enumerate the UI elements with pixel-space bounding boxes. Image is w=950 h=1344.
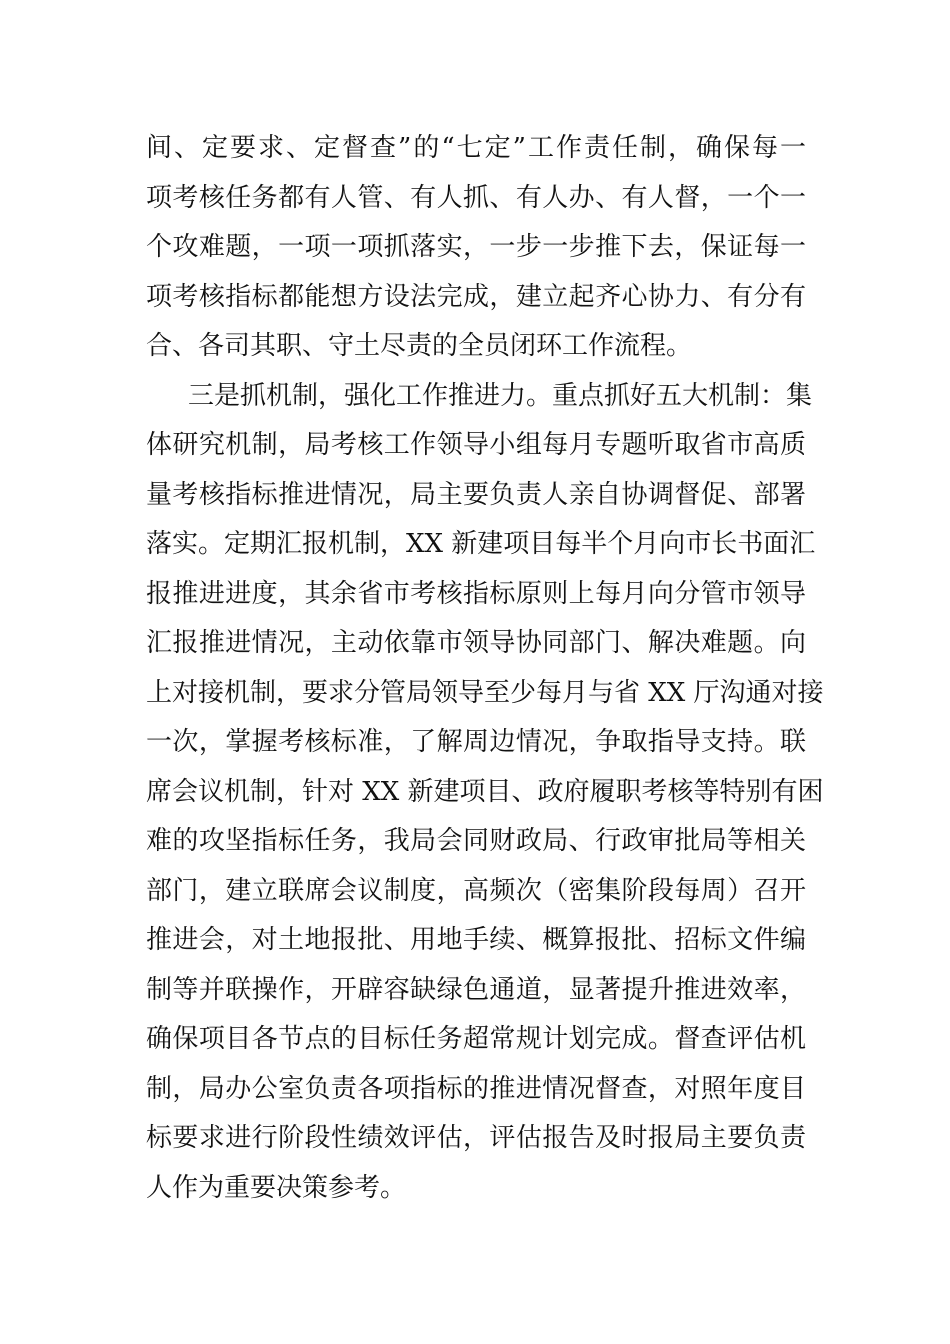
text-line: 汇报推进情况，主动依靠市领导协同部门、解决难题。向 xyxy=(146,628,806,658)
text-line: 一次，掌握考核标准，了解周边情况，争取指导支持。联 xyxy=(146,727,806,757)
text-line: 报推进进度，其余省市考核指标原则上每月向分管市领导 xyxy=(146,578,806,609)
text-line: 推进会，对土地报批、用地手续、概算报批、招标文件编 xyxy=(146,925,806,955)
text-line: 制等并联操作，开辟容缺绿色通道，显著提升推进效率， xyxy=(146,974,806,1005)
text-line: 个攻难题，一项一项抓落实，一步一步推下去，保证每一 xyxy=(146,232,806,262)
text-line: 难的攻坚指标任务，我局会同财政局、行政审批局等相关 xyxy=(146,826,806,856)
text-line: 三是抓机制，强化工作推进力。重点抓好五大机制：集 xyxy=(188,380,813,411)
text-line: 上对接机制，要求分管局领导至少每月与省 XX 厅沟通对接 xyxy=(146,677,824,708)
text-line: 项考核指标都能想方设法完成，建立起齐心协力、有分有 xyxy=(146,281,806,312)
text-line: 确保项目各节点的目标任务超常规计划完成。督查评估机 xyxy=(146,1024,806,1054)
text-line: 人作为重要决策参考。 xyxy=(146,1172,407,1203)
text-line: 量考核指标推进情况，局主要负责人亲自协调督促、部署 xyxy=(146,479,806,510)
text-line: 标要求进行阶段性绩效评估，评估报告及时报局主要负责 xyxy=(146,1123,806,1153)
text-line: 间、定要求、定督查”的“七定”工作责任制，确保每一 xyxy=(146,133,806,163)
text-line: 落实。定期汇报机制，XX 新建项目每半个月向市长书面汇 xyxy=(146,529,816,559)
text-line: 合、各司其职、守土尽责的全员闭环工作流程。 xyxy=(146,331,693,361)
text-line: 席会议机制，针对 XX 新建项目、政府履职考核等特别有困 xyxy=(146,776,824,807)
text-line: 体研究机制，局考核工作领导小组每月专题听取省市高质 xyxy=(146,430,806,460)
text-line: 制，局办公室负责各项指标的推进情况督查，对照年度目 xyxy=(146,1073,806,1104)
text-line: 项考核任务都有人管、有人抓、有人办、有人督，一个一 xyxy=(146,182,806,213)
text-line: 部门，建立联席会议制度，高频次（密集阶段每周）召开 xyxy=(146,875,806,906)
body-text xyxy=(146,124,824,1213)
